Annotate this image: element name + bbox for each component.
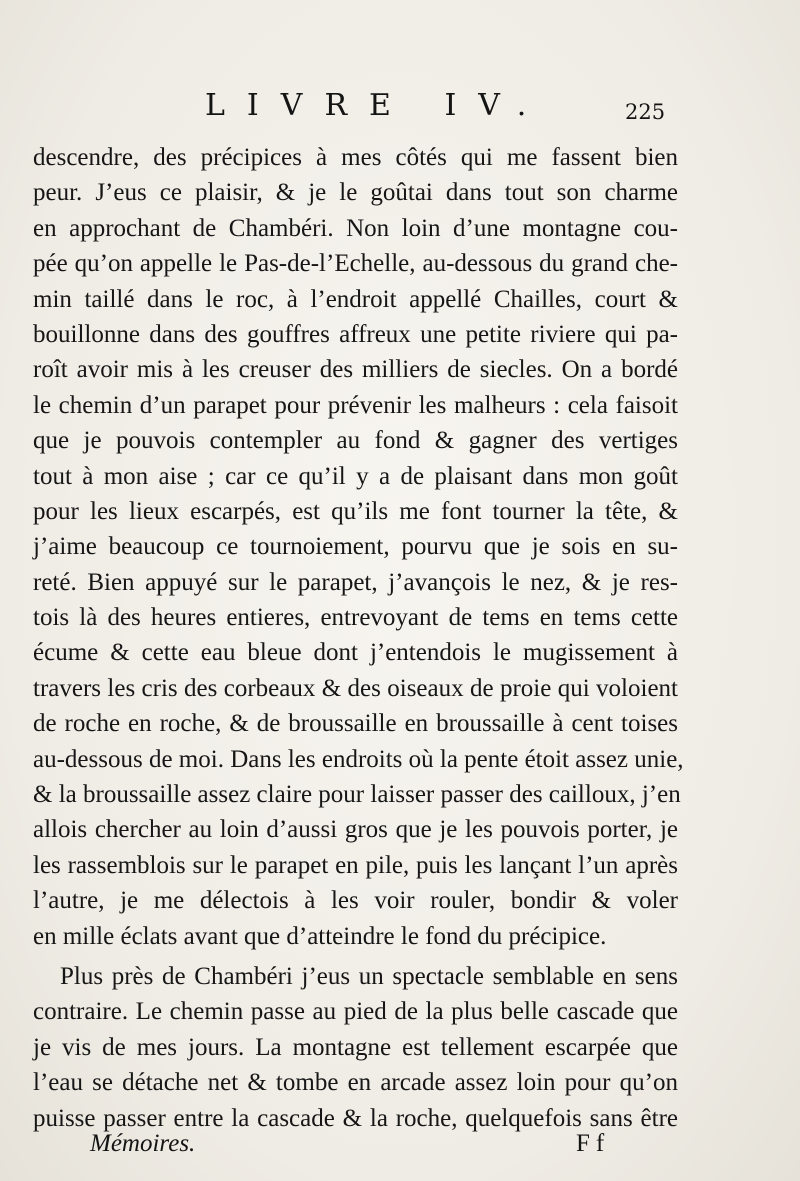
text-line: descendre, des précipices à mes côtés qui me fassent bien: [33, 144, 678, 171]
text-line: tois là des heures entieres, entrevoyant de tems en tems cette: [33, 604, 678, 632]
text-line: pour les lieux escarpés, est qu’ils me font tourner la tête, &: [33, 497, 678, 525]
text-line: l’autre, je me délectois à les voir rouler, bondir & voler: [33, 887, 678, 915]
text-line: au-dessous de moi. Dans les endroits où la pente étoit assez unie,: [33, 745, 684, 773]
text-line: le chemin d’un parapet pour prévenir les malheurs : cela faisoit: [33, 391, 678, 419]
text-line: peur. J’eus ce plaisir, & je le goûtai dans tout son charme: [33, 179, 678, 207]
text-line: tout à mon aise ; car ce qu’il y a de plaisant dans mon goût: [33, 462, 678, 490]
text-line: travers les cris des corbeaux & des oiseaux de proie qui voloient: [33, 674, 678, 702]
text-line: min taillé dans le roc, à l’endroit appellé Chailles, court &: [33, 285, 678, 313]
text-line: puisse passer entre la cascade & la roche, quelquefois sans être: [33, 1104, 678, 1132]
running-title: LIVRE IV.: [205, 88, 549, 123]
text-line: que je pouvois contempler au fond & gagner des vertiges: [33, 427, 678, 455]
text-line: les rassemblois sur le parapet en pile, puis les lançant l’un après: [33, 851, 678, 879]
paragraph-1: [33, 140, 684, 954]
text-line: l’eau se détache net & tombe en arcade assez loin pour qu’on: [33, 1069, 678, 1097]
text-line: j’aime beaucoup ce tournoiement, pourvu que je sois en su-: [33, 533, 678, 561]
text-line: allois chercher au loin d’aussi gros que je les pouvois porter, je: [33, 816, 678, 844]
running-head: [0, 86, 800, 126]
text-line: de roche en roche, & de broussaille en broussaille à cent toises: [33, 710, 678, 738]
text-line: écume & cette eau bleue dont j’entendois le mugissement à: [33, 639, 678, 667]
page-number: 225: [625, 100, 666, 124]
text-line: roît avoir mis à les creuser des milliers de siecles. On a bordé: [33, 356, 678, 384]
body-text: [33, 140, 684, 1136]
text-line: contraire. Le chemin passe au pied de la plus belle cascade que: [33, 998, 678, 1026]
page-footer: [0, 1126, 800, 1162]
text-line: bouillonne dans des gouffres affreux une petite riviere qui pa-: [33, 320, 678, 348]
signature-title: Mémoires.: [90, 1130, 196, 1157]
text-line: reté. Bien appuyé sur le parapet, j’avançois le nez, & je res-: [33, 568, 678, 596]
signature-mark: Ff: [576, 1130, 611, 1157]
text-line: Plus près de Chambéri j’eus un spectacle semblable en sens: [60, 962, 678, 990]
text-line: en mille éclats avant que d’atteindre le fond du précipice.: [33, 922, 607, 950]
text-line: je vis de mes jours. La montagne est tellement escarpée que: [33, 1033, 678, 1061]
text-line: pée qu’on appelle le Pas-de-l’Echelle, au-dessous du grand che-: [33, 250, 678, 278]
text-line: & la broussaille assez claire pour laisser passer des cailloux, j’en: [33, 781, 681, 809]
paragraph-2: [33, 959, 678, 1136]
text-line: en approchant de Chambéri. Non loin d’une montagne cou-: [33, 214, 678, 242]
